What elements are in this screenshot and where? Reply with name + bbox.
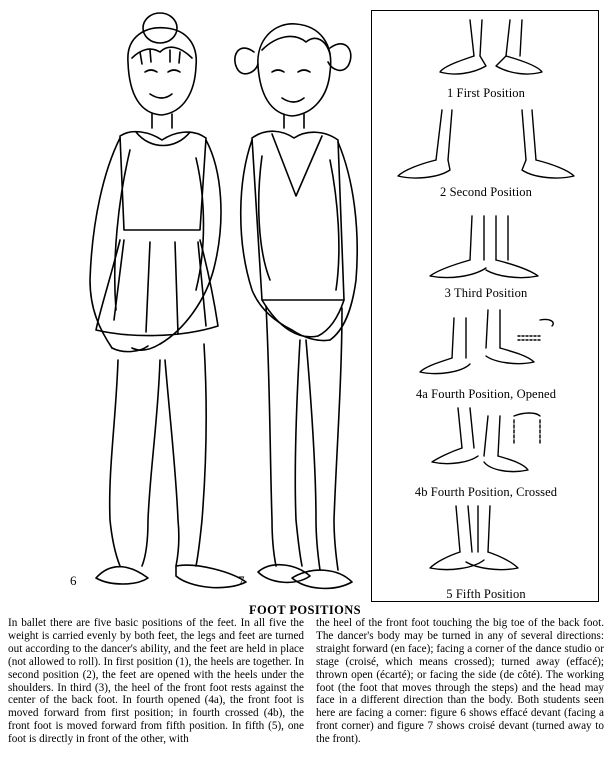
position-label-second: 2 Second Position bbox=[440, 185, 532, 199]
body-text-left-column: In ballet there are five basic positions of the feet. In all five the weight is carried evenly by both feet, the legs and feet are turned out according to the dancer's ability, and the feet are held in place (not allowed to roll). In first position (1), the heels are together. In second position (2), the feet are opened with the heels under the shoulders. In third (3), the heel of the front foot rests against the center of the back foot. In fourth opened (4a), the front foot is moved forward from first position; in fourth crossed (4b), the front foot is moved forward from fifth position. In fifth (5), one foot is directly in front of the other, with bbox=[8, 617, 304, 746]
girl-figure-6 bbox=[90, 13, 246, 588]
foot-positions-panel bbox=[371, 10, 599, 602]
body-text-right-column: the heel of the front foot touching the big toe of the back foot. The dancer's body may be turned in any of several directions: straight forward (en face); facing a corner of the dance studio or stage (croisé, which means crossed); turned away (effacé); thrown open (écarté); or facing the side (de côté). The working foot (the foot that moves through the steps) and the head may face in a different direction than the body. Both students seen here are facing a corner: figure 6 shows effacé devant (facing a front corner) and figure 7 shows croisé devant (turned away to the front). bbox=[316, 617, 604, 746]
figure-number-6: 6 bbox=[70, 573, 77, 588]
position-label-fourth-opened: 4a Fourth Position, Opened bbox=[415, 387, 557, 401]
girl-figure-7 bbox=[235, 24, 357, 589]
page-heading: FOOT POSITIONS bbox=[249, 603, 361, 617]
position-label-third: 3 Third Position bbox=[444, 286, 528, 300]
figure-number-7: 7 bbox=[238, 573, 245, 588]
position-label-fourth-crossed: 4b Fourth Position, Crossed bbox=[414, 485, 558, 499]
position-label-fifth: 5 Fifth Position bbox=[446, 587, 526, 601]
position-label-first: 1 First Position bbox=[446, 86, 525, 100]
